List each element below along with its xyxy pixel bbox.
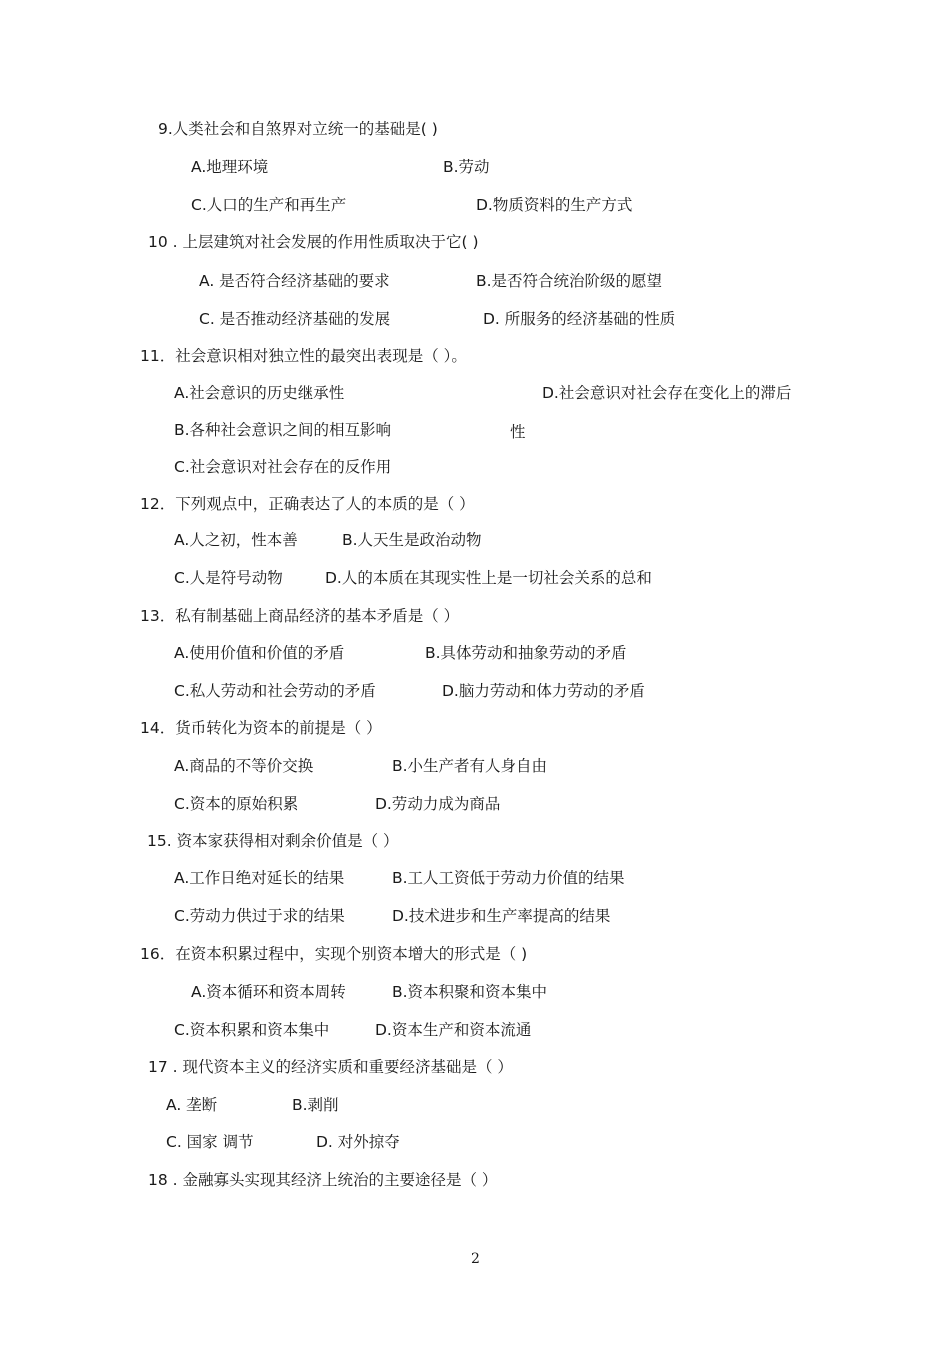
question-11-option-d: D.社会意识对社会存在变化上的滞后 (542, 384, 792, 402)
question-9-option-b: B.劳动 (443, 158, 490, 176)
question-14-option-b: B.小生产者有人身自由 (392, 757, 548, 775)
question-12-option-c: C.人是符号动物 (174, 569, 283, 587)
question-13-option-c: C.私人劳动和社会劳动的矛盾 (174, 682, 376, 700)
question-9-stem: 9.人类社会和自煞界对立统一的基础是( ) (158, 120, 438, 138)
question-15-option-b: B.工人工资低于劳动力价值的结果 (392, 869, 625, 887)
question-14-option-c: C.资本的原始积累 (174, 795, 299, 813)
question-11-option-d-continued: 性 (510, 423, 526, 441)
question-16-stem: 16．在资本积累过程中，实现个别资本增大的形式是（ ) (140, 945, 528, 963)
question-17-stem: 17 . 现代资本主义的经济实质和重要经济基础是（ ） (148, 1058, 513, 1076)
question-10-option-a: A. 是否符合经济基础的要求 (199, 272, 390, 290)
question-16-option-d: D.资本生产和资本流通 (375, 1021, 532, 1039)
question-13-stem: 13．私有制基础上商品经济的基本矛盾是（ ） (140, 607, 460, 625)
question-17-option-a: A. 垄断 (166, 1096, 218, 1114)
question-10-option-c: C. 是否推动经济基础的发展 (199, 310, 391, 328)
question-16-option-b: B.资本积聚和资本集中 (392, 983, 548, 1001)
question-13-option-d: D.脑力劳动和体力劳动的矛盾 (442, 682, 645, 700)
question-17-option-b: B.剥削 (292, 1096, 339, 1114)
question-14-stem: 14．货币转化为资本的前提是（ ） (140, 719, 382, 737)
question-10-stem: 10 . 上层建筑对社会发展的作用性质取决于它( ) (148, 233, 479, 251)
question-17-option-d: D. 对外掠夺 (316, 1133, 400, 1151)
question-16-option-a: A.资本循环和资本周转 (191, 983, 346, 1001)
question-18-stem: 18 . 金融寡头实现其经济上统治的主要途径是（ ） (148, 1171, 498, 1189)
question-11-option-c: C.社会意识对社会存在的反作用 (174, 458, 392, 476)
question-14-option-a: A.商品的不等价交换 (174, 757, 314, 775)
question-12-option-b: B.人天生是政治动物 (342, 531, 482, 549)
question-13-option-a: A.使用价值和价值的矛盾 (174, 644, 345, 662)
question-17-option-c: C. 国家 调节 (166, 1133, 254, 1151)
question-11-stem: 11．社会意识相对独立性的最突出表现是（ ）。 (140, 347, 467, 365)
question-15-stem: 15. 资本家获得相对剩余价值是（ ） (147, 832, 399, 850)
question-12-option-d: D.人的本质在其现实性上是一切社会关系的总和 (325, 569, 652, 587)
question-9-option-c: C.人口的生产和再生产 (191, 196, 347, 214)
question-12-option-a: A.人之初，性本善 (174, 531, 298, 549)
question-12-stem: 12．下列观点中，正确表达了人的本质的是（ ） (140, 495, 475, 513)
question-9-option-a: A.地理环境 (191, 158, 269, 176)
question-11-option-a: A.社会意识的历史继承性 (174, 384, 345, 402)
question-11-option-b: B.各种社会意识之间的相互影响 (174, 421, 392, 439)
question-10-option-b: B.是否符合统治阶级的愿望 (476, 272, 663, 290)
question-16-option-c: C.资本积累和资本集中 (174, 1021, 330, 1039)
question-13-option-b: B.具体劳动和抽象劳动的矛盾 (425, 644, 627, 662)
page-number: 2 (471, 1251, 480, 1267)
question-9-option-d: D.物质资料的生产方式 (476, 196, 633, 214)
question-15-option-a: A.工作日绝对延长的结果 (174, 869, 345, 887)
question-15-option-d: D.技术进步和生产率提高的结果 (392, 907, 611, 925)
question-14-option-d: D.劳动力成为商品 (375, 795, 501, 813)
question-10-option-d: D. 所服务的经济基础的性质 (483, 310, 676, 328)
question-15-option-c: C.劳动力供过于求的结果 (174, 907, 345, 925)
